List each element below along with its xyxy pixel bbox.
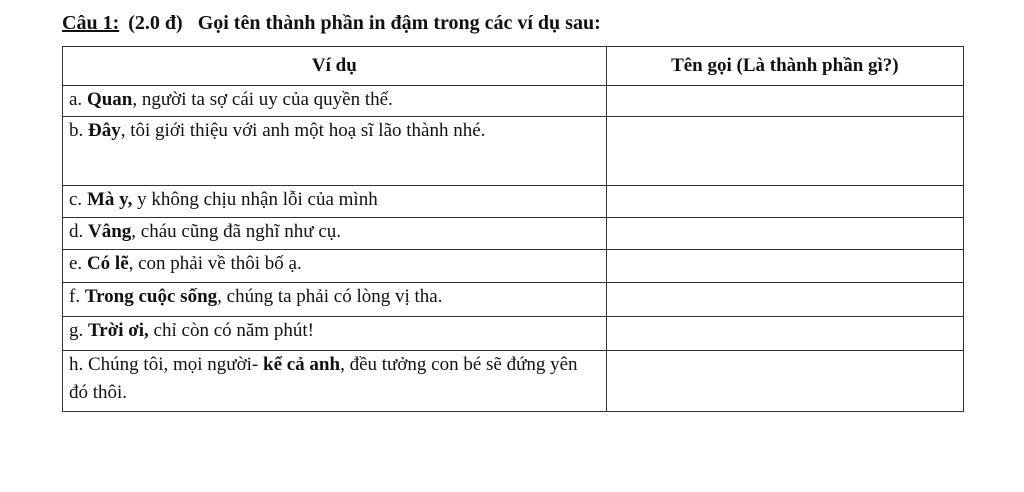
example-rest: chỉ còn có năm phút! [148, 320, 314, 341]
answer-cell[interactable] [606, 186, 963, 218]
exercise-table [62, 46, 964, 412]
answer-cell[interactable] [606, 218, 963, 250]
question-heading [62, 11, 601, 35]
table-row [63, 250, 964, 283]
question-label: Câu 1: [62, 12, 120, 34]
example-bold: Quan [86, 89, 133, 110]
example-cell [63, 351, 607, 412]
answer-cell[interactable] [606, 317, 963, 351]
table-row [63, 283, 964, 317]
example-rest: , đều tưởng con bé sẽ đứng yên đó thôi. [69, 354, 578, 403]
question-text: Gọi tên thành phần in đậm trong các ví dụ sau: [197, 12, 601, 34]
example-bold: Đây [88, 120, 121, 141]
example-rest: , chúng ta phải có lòng vị tha. [217, 286, 443, 307]
table-header-row [63, 47, 964, 86]
example-bold: Trời ơi, [88, 320, 149, 341]
example-prefix: g. [69, 320, 88, 341]
example-cell [63, 186, 607, 218]
table-row [63, 317, 964, 351]
table-row [63, 186, 964, 218]
example-bold: Mà y, [86, 189, 133, 210]
example-cell [63, 218, 607, 250]
question-score: (2.0 đ) [128, 12, 183, 34]
example-prefix: h. Chúng tôi, mọi người- [69, 354, 263, 375]
answer-cell[interactable] [606, 283, 963, 317]
example-prefix: f. [69, 286, 85, 307]
example-rest: y không chịu nhận lỗi của mình [132, 189, 378, 210]
table-row [63, 86, 964, 117]
table-row [63, 218, 964, 250]
example-bold: kể cả anh [263, 354, 341, 375]
answer-cell[interactable] [606, 86, 963, 117]
example-bold: Trong cuộc sống [84, 286, 218, 307]
example-cell [63, 86, 607, 117]
example-prefix: e. [69, 253, 87, 274]
answer-cell[interactable] [606, 117, 963, 186]
table-row [63, 351, 964, 412]
example-bold: Vâng [88, 221, 132, 242]
example-rest: , tôi giới thiệu với anh một hoạ sĩ lão thành nhé. [120, 120, 486, 141]
example-cell [63, 317, 607, 351]
header-example: Ví dụ [63, 47, 607, 86]
answer-cell[interactable] [606, 351, 963, 412]
example-bold: Có lẽ [86, 253, 129, 274]
example-cell [63, 250, 607, 283]
example-rest: , người ta sợ cái uy của quyền thế. [132, 89, 393, 110]
answer-cell[interactable] [606, 250, 963, 283]
example-prefix: b. [69, 120, 88, 141]
example-prefix: d. [69, 221, 88, 242]
example-prefix: a. [69, 89, 87, 110]
example-cell [63, 117, 607, 186]
example-cell [63, 283, 607, 317]
example-rest: , con phải về thôi bố ạ. [128, 253, 302, 274]
example-rest: , cháu cũng đã nghĩ như cụ. [131, 221, 342, 242]
header-name: Tên gọi (Là thành phần gì?) [606, 47, 963, 86]
example-prefix: c. [69, 189, 87, 210]
table-row [63, 117, 964, 186]
